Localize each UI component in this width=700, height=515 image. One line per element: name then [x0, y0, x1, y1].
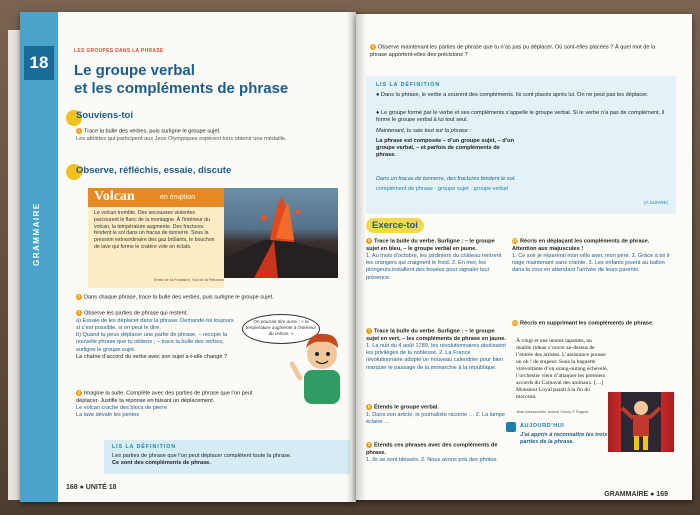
item-5: 5 Observe maintenant les parties de phrase que tu n’as pas pu déplacer. Où sont-elles placées ? À quel mot de la phrase apportent-elles des précisions ? [370, 44, 656, 58]
left-page [20, 12, 356, 502]
page-number-left: 168 ● UNITÉ 18 [66, 484, 117, 491]
title-line-2: et les compléments de phrase [74, 80, 289, 97]
definition-p3: Maintenant, tu sais tout sur la phrase : [376, 128, 471, 134]
section-kicker: LES GROUPES DANS LA PHRASE [74, 48, 164, 54]
volcan-title: Volcan [94, 189, 135, 204]
volcan-subtitle: en éruption [160, 194, 196, 201]
definition-p4: La phrase est composée – d’un groupe sujet, – d’un groupe verbal, – et parfois de compléments de phrase. [376, 138, 515, 159]
item-2: 2 Dans chaque phrase, trace la bulle des verbes, puis surligne le groupe sujet. [77, 294, 274, 301]
exercise-11-text: À vingt et une heures tapantes, un double rideau s’ouvre au-dessus de l’entrée des artistes. L’assistance pousse un oh ! de stupeur. Sous la baguette virevoltante d’un orang-outang échevelé, l’orchestre vient d’attaquer les premiers accords du Carnaval des animaux. […] Monsieur Loyal paraît à la fin du morceau. [516, 338, 608, 400]
exercise-11: 11 Récris en supprimant les compléments de phrase. [512, 320, 654, 327]
volcano-photo [224, 188, 338, 278]
exercise-header: Exerce-toi [366, 218, 424, 233]
title-line-1: Le groupe verbal [74, 62, 195, 79]
definition-p1: ● Dans la phrase, le verbe a souvent des compléments. Ils sont placés après lui. On ne peut pas les déplacer. [376, 92, 649, 98]
exercise-10: 10 Récris en déplaçant les compléments de phrase. Attention aux majuscules ! 1. Ce soir je réparerai mon vélo avec mon père. 2. Grâce à toi il nage maintenant sans crainte. 3. Les enfants jouent au ballon dans la cour en attendant l’arrivée de leurs parents. [512, 238, 670, 274]
aujourdhui-box [506, 422, 666, 458]
to-be-continued: (À SUIVRE) [643, 200, 668, 205]
exercise-7: 7 Trace la bulle du verbe. Surligne : – le groupe sujet en vert, – les compléments de phrase en jaune. 1. La nuit du 4 août 1789, les révolutionnaires abolissent les privilèges de la noblesse. 2. La France révolutionnaire adopte un nouveau calendrier pour bien marquer le passage de la monarchie à la république. [366, 328, 506, 371]
definition-example-labels: complément de phrase · groupe sujet · groupe verbal [376, 186, 508, 192]
definition-example: Dans un fracas de tonnerre, des fractures fendent le sol. [376, 176, 516, 182]
souviens-header: Souviens-toi [76, 110, 134, 121]
page-title [74, 62, 288, 98]
chapter-number: 18 [24, 46, 54, 80]
exercise-6: 6 Trace la bulle du verbe. Surligne : – le groupe sujet en bleu, – le groupe verbal en jaune. 1. Au mois d’octobre, les jardiniers du château rentrent les orangers qui craignent le froid. 2. En mer, les plongeurs installent des bouées pour signaler leur présence. [366, 238, 502, 281]
observe-header: Observe, réfléchis, essaie, discute [76, 165, 232, 176]
exercise-9: 9 Étends ces phrases avec des compléments de phrase. 1. Ils se sont blessés. 2. Nous avons pris des photos. [366, 442, 498, 463]
definition-label: LIS LA DÉFINITION [112, 444, 177, 450]
souviens-item: 1 Trace la bulle des verbes, puis surligne le groupe sujet. Les athlètes qui participent aux Jeux Olympiques espèrent tous obtenir une médaille. [76, 128, 287, 142]
chapter-sideband [20, 12, 58, 502]
page-number-right: GRAMMAIRE ● 169 [604, 491, 668, 498]
definition-box-right [366, 76, 676, 214]
definition-p2: ● Le groupe formé par le verbe et ses compléments s’appelle le groupe verbal. Si le verbe n’a pas de complément, il forme le groupe verbal à lui tout seul. [376, 110, 665, 124]
cartoon-boy [290, 324, 356, 404]
definition-box [104, 440, 350, 474]
exercise-11-source: Jean Alessandrini, Animal Circus © Rageot [516, 410, 589, 414]
speech-bubble: On pourrait dire aussi : « la température augmente à l’intérieur du volcan. » [242, 314, 320, 344]
aujourdhui-text: J’ai appris à reconnaître les trois parties de la phrase. [520, 432, 608, 446]
side-label: GRAMMAIRE [32, 202, 41, 266]
definition-label: LIS LA DÉFINITION [376, 82, 441, 88]
definition-text: Les parties de phrase que l’on peut déplacer complètent toute la phrase. Ce sont des compléments de phrase. [112, 453, 292, 467]
aujourdhui-icon [506, 422, 516, 432]
volcan-header [88, 188, 224, 207]
volcan-source: Ernst de la Fontaine, Sur de la Réunion [153, 277, 224, 282]
volcan-text: Le volcan tremble. Des secousses violentes parcourent le flanc de la montagne. À l’intérieur du volcan, la température augmente. Des fractures fendent le sol dans un fracas de tonnerre. Sous la pression extraordinaire des gaz brûlants, le bouchon de lave qui ferme le cratère vole en éclats. [94, 210, 215, 250]
item-4: 4 Imagine la suite. Complète avec des parties de phrase que l’on peut déplacer. Justifie ta réponse en faisant un déplacement. Le volcan crache des blocs de pierre La lave dévale les pentes [76, 390, 253, 419]
aujourdhui-label: AUJOURD’HUI [520, 423, 565, 429]
right-page [356, 14, 692, 500]
item-3: 3 Observe les parties de phrase qui restent. a) Essaie de les déplacer dans la phrase. Demande-toi toujours si c’est possible, si on peut le dire. b) Quand tu peux déplacer une partie de phrase, – recopie la nouvelle phrase que tu obtiens ; – trace la bulle des verbes, surligne le groupe sujet. La chaîne d’accord du verbe avec son sujet a-t-elle changé ? [76, 310, 234, 360]
exercise-8: 8 Étends le groupe verbal. 1. Dans son article, le journaliste raconte … 2. La lampe éclaire … [366, 404, 505, 425]
